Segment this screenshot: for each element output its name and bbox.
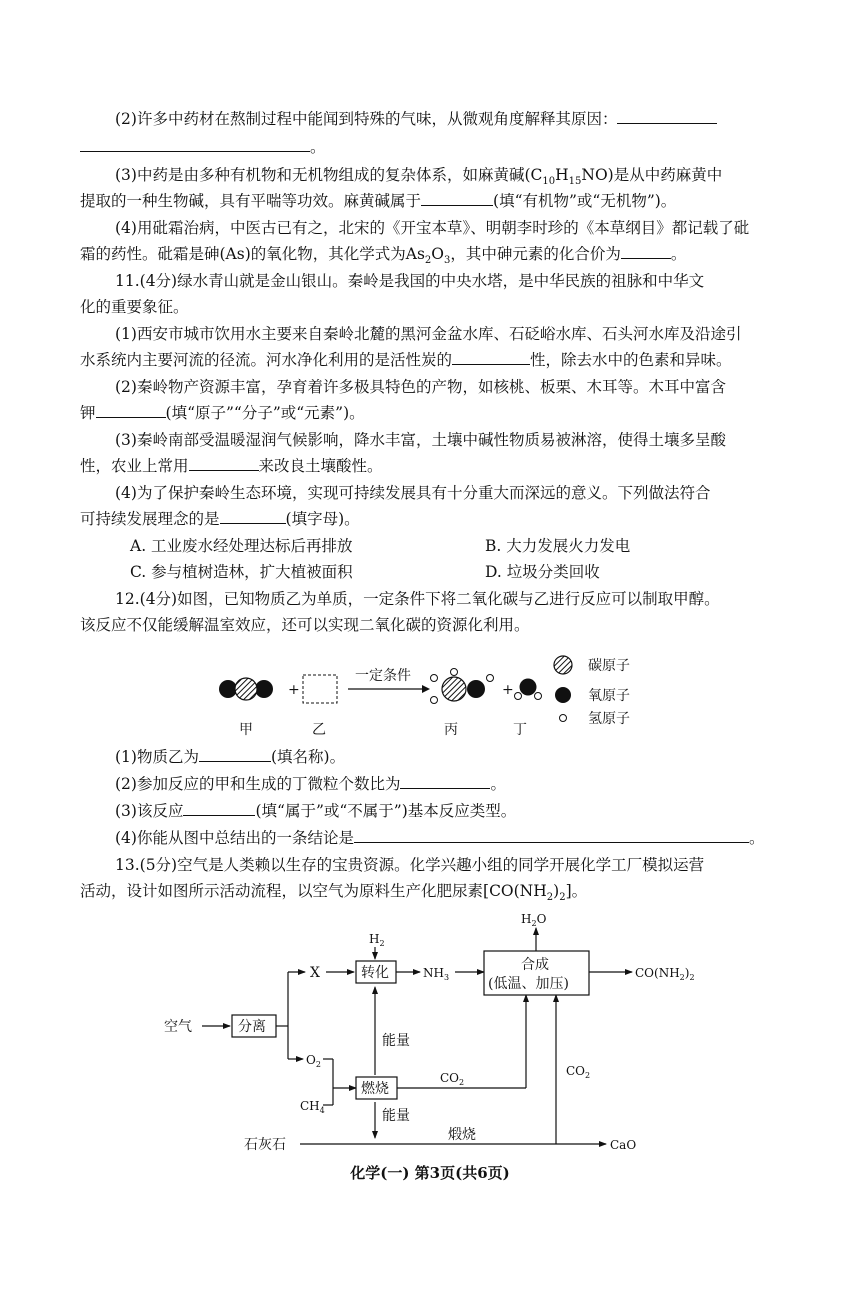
q11-part2-line2: 钾 (填“原子”“分子”或“元素”)。: [80, 404, 365, 422]
option-c[interactable]: C. 参与植树造林，扩大植被面积: [130, 563, 353, 581]
answer-blank[interactable]: [621, 243, 671, 259]
carbon-legend-symbol: [554, 656, 572, 674]
x-label: X: [310, 965, 320, 981]
limestone-label: 石灰石: [244, 1137, 286, 1153]
q11-part3-line2: 性，农业上常用 来改良土壤酸性。: [80, 457, 383, 475]
q10-part2-line1: (2)许多中药材在熬制过程中能闻到特殊的气味，从微观角度解释其原因：: [115, 108, 815, 130]
q11-part1-line2: 水系统内主要河流的径流。河水净化利用的是活性炭的 性，除去水中的色素和异味。: [80, 351, 732, 369]
answer-blank[interactable]: [183, 800, 255, 816]
nh3-label: $NH_3$: [423, 966, 450, 982]
unknown-substance-box: [303, 675, 337, 703]
co2-label-burn: $CO_2$: [440, 1071, 465, 1087]
q13-intro-line1: 13.(5分)空气是人类赖以生存的宝贵资源。化学兴趣小组的同学开展化学工厂模拟运营: [115, 856, 705, 874]
q11-part2-line1: (2)秦岭物产资源丰富，孕育着许多极具特色的产物，如核桃、板栗、木耳等。木耳中富含: [115, 378, 726, 396]
co2-molecule: [219, 678, 273, 700]
synthesis-label: 合成: [521, 957, 549, 973]
answer-blank[interactable]: [199, 746, 271, 762]
answer-blank[interactable]: [189, 455, 259, 471]
plus-sign: +: [502, 682, 514, 698]
label-yi: 乙: [312, 722, 326, 738]
q11-intro-line1: 11.(4分)绿水青山就是金山银山。秦岭是我国的中央水塔，是中华民族的祖脉和中华文: [115, 272, 705, 290]
q13-intro-line2: 活动，设计如图所示活动流程，以空气为原料生产化肥尿素$[CO(NH_2)_2]$。: [80, 882, 588, 904]
plus-sign: +: [288, 682, 300, 698]
answer-blank[interactable]: [421, 190, 493, 206]
burn-label: 燃烧: [361, 1081, 389, 1097]
ephedrine-formula: $C_{10}H_{15}NO$: [530, 166, 608, 188]
urea-production-flowchart: [0, 905, 860, 1155]
answer-blank[interactable]: [80, 136, 310, 152]
q10-part2-line2: 。: [80, 136, 780, 158]
answer-blank[interactable]: [354, 827, 749, 843]
convert-label: 转化: [361, 965, 389, 981]
page-footer: 化学(一) 第3页(共6页): [350, 1164, 510, 1182]
option-a[interactable]: A. 工业废水经处理达标后再排放: [130, 537, 353, 555]
urea-formula: $CO(NH_2)_2$: [489, 882, 566, 904]
answer-blank[interactable]: [617, 108, 717, 124]
label-bing: 丙: [444, 722, 458, 738]
answer-blank[interactable]: [400, 773, 490, 789]
q10-part3-line1: (3)中药是由多种有机物和无机物组成的复杂体系，如麻黄碱$(C_{10}H_{15}NO)$是从中药麻黄中: [115, 166, 723, 188]
separate-label: 分离: [238, 1019, 266, 1035]
hydrogen-legend-symbol: [560, 715, 567, 722]
q12-part1: (1)物质乙为 (填名称)。: [115, 748, 346, 766]
q11-part4-line2: 可持续发展理念的是 (填字母)。: [80, 510, 360, 528]
reaction-arrowhead: [422, 685, 430, 693]
answer-blank[interactable]: [452, 349, 530, 365]
label-ding: 丁: [513, 722, 527, 738]
q10-part4-line2: 霜的药性。砒霜是砷(As)的氧化物，其化学式为$As_2O_3$，其中砷元素的化合价为 。: [80, 245, 687, 267]
co2-label-limestone: $CO_2$: [566, 1064, 591, 1080]
q12-intro-line1: 12.(4分)如图，已知物质乙为单质，一定条件下将二氧化碳与乙进行反应可以制取甲醇。: [115, 590, 720, 608]
energy-label-lower: 能量: [382, 1108, 410, 1124]
label-jia: 甲: [239, 722, 253, 738]
q11-intro-line2: 化的重要象征。: [80, 298, 189, 316]
answer-blank[interactable]: [96, 402, 166, 418]
energy-label-upper: 能量: [382, 1033, 410, 1049]
option-d[interactable]: D. 垃圾分类回收: [485, 563, 600, 581]
q11-part1-line1: (1)西安市城市饮用水主要来自秦岭北麓的黑河金盆水库、石砭峪水库、石头河水库及沿途引: [115, 325, 742, 343]
urea-label: $CO(NH_2)_2$: [635, 966, 695, 982]
q12-intro-line2: 该反应不仅能缓解温室效应，还可以实现二氧化碳的资源化利用。: [80, 616, 530, 634]
q12-part3: (3)该反应 (填“属于”或“不属于”)基本反应类型。: [115, 802, 517, 820]
h2o-label: $H_2O$: [521, 912, 547, 928]
ch4-label: $CH_4$: [300, 1099, 325, 1115]
calcine-label: 煅烧: [448, 1127, 476, 1143]
h2-label: $H_2$: [369, 932, 385, 948]
legend-carbon: 碳原子: [588, 658, 630, 674]
air-label: 空气: [164, 1019, 192, 1035]
o2-label: $O_2$: [306, 1053, 321, 1069]
reaction-condition: 一定条件: [355, 668, 411, 684]
legend-hydrogen: 氢原子: [588, 711, 630, 727]
q11-part3-line1: (3)秦岭南部受温暖湿润气候影响，降水丰富，土壤中碱性物质易被淋溶，使得土壤多呈酸: [115, 431, 726, 449]
option-b[interactable]: B. 大力发展火力发电: [485, 537, 631, 555]
q10-part3-line2: 提取的一种生物碱，具有平喘等功效。麻黄碱属于 (填“有机物”或“无机物”)。: [80, 192, 677, 210]
cao-label: CaO: [610, 1138, 637, 1152]
oxygen-legend-symbol: [555, 687, 571, 703]
answer-blank[interactable]: [220, 508, 286, 524]
methanol-molecule: [431, 669, 494, 704]
legend-oxygen: 氧原子: [588, 688, 630, 704]
molecule-reaction-diagram: [200, 652, 680, 752]
q11-part4-line1: (4)为了保护秦岭生态环境，实现可持续发展具有十分重大而深远的意义。下列做法符合: [115, 484, 711, 502]
q12-part2: (2)参加反应的甲和生成的丁微粒个数比为 。: [115, 775, 506, 793]
arsenic-oxide-formula: $As_2O_3$: [405, 245, 451, 267]
water-molecule: [515, 679, 542, 700]
q10-part4-line1: (4)用砒霜治病，中医古已有之，北宋的《开宝本草》、明朝李时珍的《本草纲目》都记载了砒: [115, 219, 750, 237]
q12-part4: (4)你能从图中总结出的一条结论是 。: [115, 829, 765, 847]
synthesis-condition: (低温、加压): [488, 976, 569, 992]
